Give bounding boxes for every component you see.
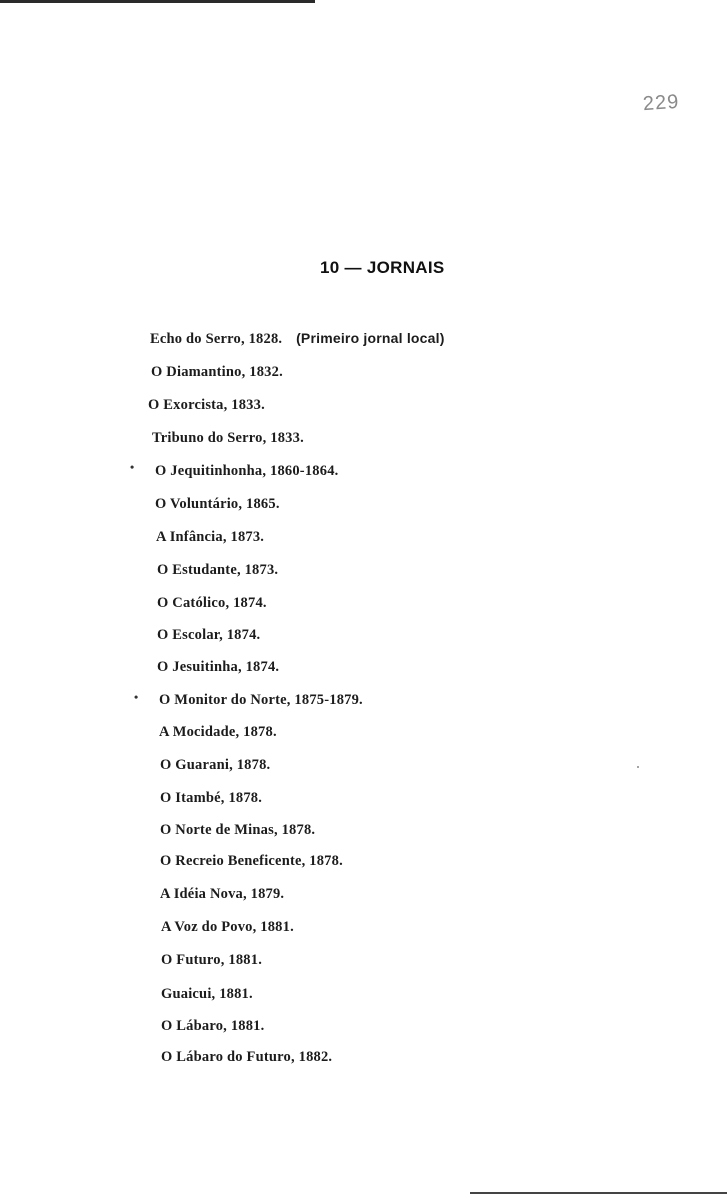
newspaper-entry: A Idéia Nova, 1879. xyxy=(160,886,285,902)
scan-speck xyxy=(637,766,639,768)
newspaper-entry: O Católico, 1874. xyxy=(157,595,267,611)
newspaper-entry: O Voluntário, 1865. xyxy=(155,496,280,512)
newspaper-entry: O Exorcista, 1833. xyxy=(148,397,265,413)
top-edge-rule xyxy=(0,0,315,3)
newspaper-entry: O Jequitinhonha, 1860-1864. xyxy=(155,463,339,479)
newspaper-entry: O Jesuitinha, 1874. xyxy=(157,659,280,675)
newspaper-entry: A Voz do Povo, 1881. xyxy=(161,919,294,935)
newspaper-entry: O Lábaro do Futuro, 1882. xyxy=(161,1049,333,1065)
newspaper-entry: O Estudante, 1873. xyxy=(157,562,279,578)
newspaper-entry: O Lábaro, 1881. xyxy=(161,1018,265,1034)
newspaper-entry: O Itambé, 1878. xyxy=(160,790,263,806)
newspaper-entry: O Norte de Minas, 1878. xyxy=(160,822,316,838)
margin-bullet-mark: • xyxy=(130,460,135,474)
newspaper-entry: O Futuro, 1881. xyxy=(161,952,263,968)
section-title: 10 — JORNAIS xyxy=(320,258,445,277)
newspaper-entry: O Diamantino, 1832. xyxy=(151,364,283,380)
newspaper-entry: A Mocidade, 1878. xyxy=(159,724,277,740)
newspaper-entry: Tribuno do Serro, 1833. xyxy=(152,430,304,446)
newspaper-entry-first xyxy=(150,330,445,348)
entry-text: Echo do Serro, 1828. xyxy=(150,331,283,347)
newspaper-entry: Guaicui, 1881. xyxy=(161,986,253,1002)
newspaper-entry: O Guarani, 1878. xyxy=(160,757,271,773)
margin-bullet-mark: • xyxy=(134,690,139,704)
newspaper-entry: O Recreio Beneficente, 1878. xyxy=(160,853,343,869)
entry-note: (Primeiro jornal local) xyxy=(296,330,445,346)
newspaper-entry: O Monitor do Norte, 1875-1879. xyxy=(159,692,363,708)
page-number: 229 xyxy=(642,90,681,116)
newspaper-entry: A Infância, 1873. xyxy=(156,529,265,545)
bottom-edge-rule xyxy=(470,1192,727,1194)
newspaper-entry: O Escolar, 1874. xyxy=(157,627,261,643)
